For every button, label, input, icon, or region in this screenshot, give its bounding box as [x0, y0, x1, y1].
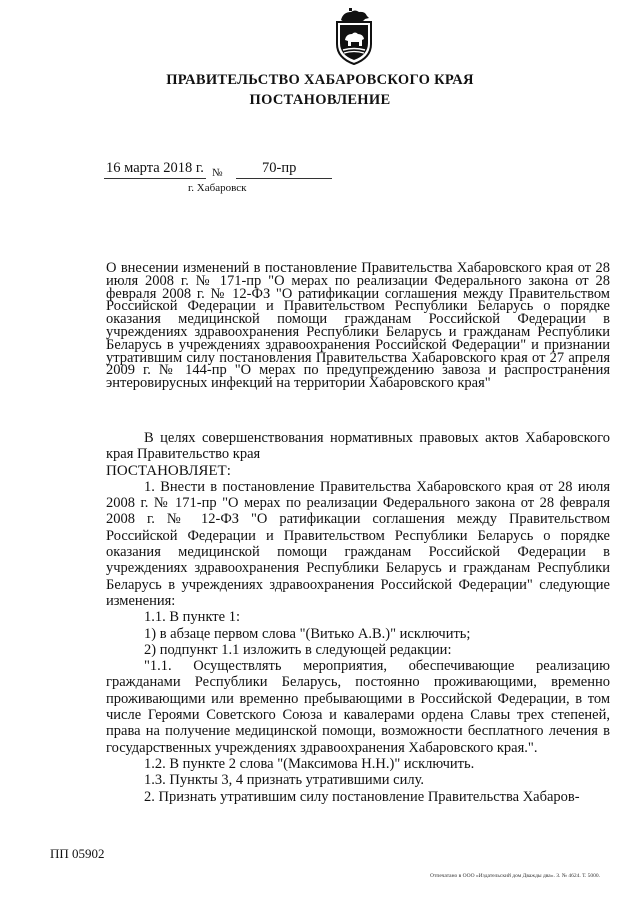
printer-note: Отпечатано в ООО «Издательский дом Дважды два». З. № 4624. Т. 5000. — [430, 873, 601, 879]
document-city: г. Хабаровск — [188, 182, 247, 194]
subclause-1: 1) в абзаце первом слова "(Витько А.В.)" исключить; — [144, 625, 471, 642]
clause-2: 2. Признать утратившим силу постановление Правительства Хабаров- — [144, 788, 580, 805]
clause-1: 1. Внести в постановление Правительства Хабаровского края от 28 июля 2008 г. № 171-пр "О мерах по реализации Федерального закона от 28 февраля 2008 г. № 12-ФЗ "О ратификации соглашения между Правительством Российской Федерации и Правительством Республики Беларусь о порядке оказания медицинской помощи гражданам Российской Федерации в учреждениях здравоохранения Республики Беларусь и гражданам Республики Беларусь в учреждениях здравоохранения Российской Федерации" следующие изменения: — [106, 478, 610, 609]
quoted-text: "1.1. Осуществлять мероприятия, обеспечивающие реализацию гражданами Республики Беларусь, постоянно проживающими, временно проживающими или временно пребывающими в Российской Федерации, в том числе Героями Советского Союза и кавалерами ордена Славы трех степеней, права на получение медицинской помощи, возможности бесплатного лечения в государственных учреждениях здравоохранения Хабаровского края.". — [106, 658, 610, 756]
subclause-2: 2) подпункт 1.1 изложить в следующей редакции: — [144, 641, 452, 658]
clause-1-3: 1.3. Пункты 3, 4 признать утратившими силу. — [144, 772, 425, 789]
document-type: ПОСТАНОВЛЕНИЕ — [249, 92, 391, 108]
document-number: 70-пр — [262, 160, 297, 176]
date-underline — [104, 178, 206, 179]
document-body — [106, 430, 610, 805]
document-subject: О внесении изменений в постановление Правительства Хабаровского края от 28 июля 2008 г. № 171-пр "О мерах по реализации Федерального закона от 28 февраля 2008 г. № 12-ФЗ "О ратификации соглашения между Правительством Российской Федерации и Правительством Республики Беларусь о порядке оказания медицинской помощи гражданам Российской Федерации в учреждениях здравоохранения Республики Беларусь и гражданам Республики Беларусь в учреждениях здравоохранения Российской Федерации" и признании утратившим силу постановления Правительства Хабаровского края от 27 апреля 2009 г. № 144-пр "О мерах по предупреждению завоза и распространения энтеровирусных инфекций на территории Хабаровского края" — [106, 260, 610, 392]
clause-1-1: 1.1. В пункте 1: — [144, 609, 240, 626]
footer-code: ПП 05902 — [50, 846, 105, 861]
document-date: 16 марта 2018 г. — [106, 160, 204, 176]
decree-word: ПОСТАНОВЛЯЕТ: — [106, 462, 231, 479]
organization-title: ПРАВИТЕЛЬСТВО ХАБАРОВСКОГО КРАЯ — [166, 72, 474, 88]
clause-1-2: 1.2. В пункте 2 слова "(Максимова Н.Н.)" исключить. — [144, 755, 475, 772]
number-sign: № — [212, 167, 223, 179]
intro-paragraph: В целях совершенствования нормативных правовых актов Хабаровского края Правительство края — [106, 430, 610, 463]
number-underline — [236, 178, 332, 179]
coat-of-arms-icon — [331, 6, 377, 66]
